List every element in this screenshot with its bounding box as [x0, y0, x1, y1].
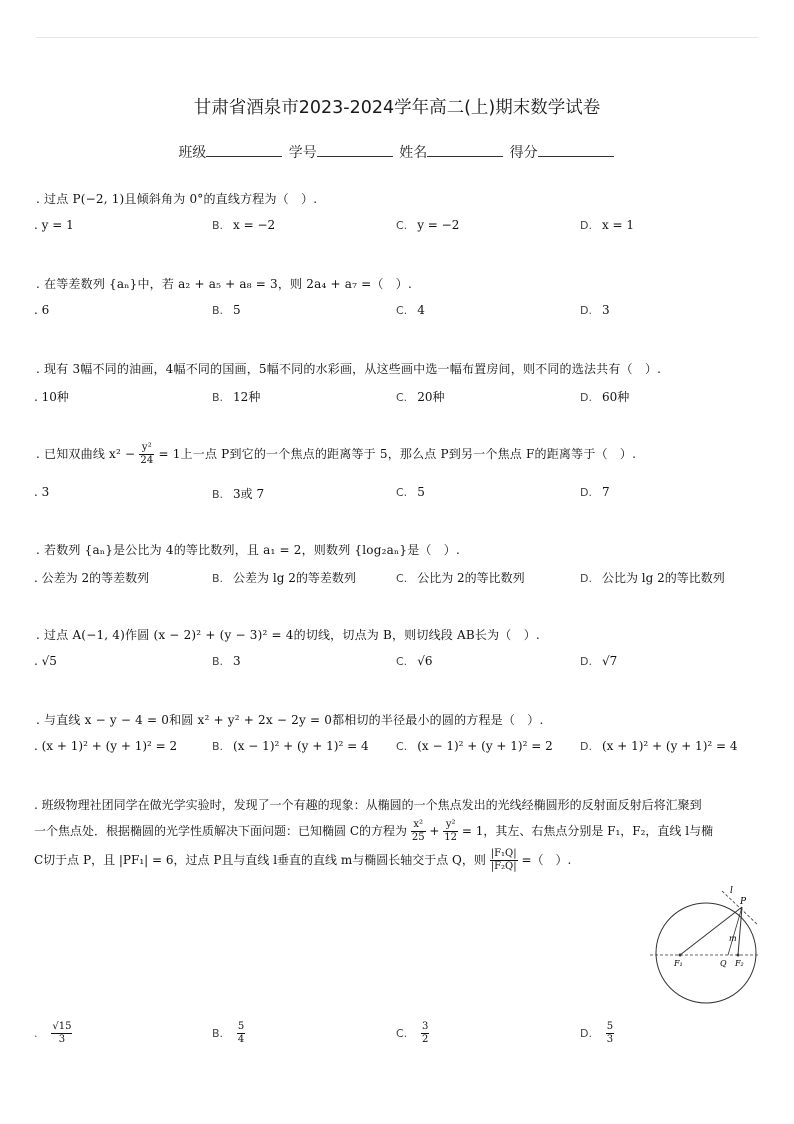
option-b[interactable]: B. 3或 7 [212, 487, 265, 501]
option-b[interactable]: B. 5 [212, 303, 241, 317]
option-c[interactable]: C. $\frac{3}{2}$ [396, 1021, 429, 1045]
field-label-score: 得分 [509, 145, 538, 161]
option-d[interactable]: D. (x + 1)² + (y + 1)² = 4 [580, 739, 738, 753]
option-c[interactable]: C. √6 [396, 654, 433, 668]
label-m: m [729, 934, 737, 943]
blank-number[interactable] [317, 144, 393, 157]
top-divider [36, 37, 758, 38]
option-b[interactable]: B. $\frac{5}{4}$ [212, 1021, 245, 1045]
option-d[interactable]: D. $\frac{5}{3}$ [580, 1021, 614, 1045]
question-stem: . 与直线 x − y − 4 = 0和圆 x² + y² + 2x − 2y = 0都相切的半径最小的圆的方程是（ ）. [36, 713, 544, 727]
label-p: P [740, 897, 747, 907]
option-a[interactable]: . y = 1 [34, 218, 74, 232]
label-q: Q [720, 959, 727, 968]
question-6 [0, 626, 794, 676]
label-l: l [730, 886, 733, 896]
option-b[interactable]: B. 公差为 lg 2的等差数列 [212, 571, 356, 585]
blank-class[interactable] [206, 144, 282, 157]
focus-f1-point [679, 954, 682, 957]
option-a[interactable]: . 3 [34, 485, 50, 499]
blank-score[interactable] [538, 144, 614, 157]
option-a[interactable]: . √5 [34, 654, 57, 668]
fraction-f1q-f2q: $\frac{\text{|F₁Q|}}{\text{|F₂Q|}}$ [490, 848, 517, 872]
question-3 [0, 360, 794, 410]
question-stem: . 在等差数列 {aₙ}中，若 a₂ + a₅ + a₈ = 3，则 2a₄ + a₇ =（ ）. [36, 277, 413, 291]
option-d[interactable]: D. 公比为 lg 2的等比数列 [580, 571, 725, 585]
fraction-x2-25: $\frac{\text{x²}}{25}$ [411, 819, 425, 843]
label-f1: F₁ [674, 959, 683, 968]
blank-name[interactable] [427, 144, 503, 157]
question-stem: . 现有 3幅不同的油画，4幅不同的国画，5幅不同的水彩画，从这些画中选一幅布置房间，则不同的选法共有（ ）. [36, 362, 662, 376]
question-1 [0, 190, 794, 240]
option-c[interactable]: C. (x − 1)² + (y + 1)² = 2 [396, 739, 553, 753]
option-a[interactable]: . 6 [34, 303, 50, 317]
option-d[interactable]: D. 7 [580, 485, 610, 499]
field-label-number: 学号 [288, 145, 317, 161]
question-stem: . 过点 P(−2, 1)且倾斜角为 0°的直线方程为（ ）. [36, 192, 318, 206]
fraction: $\frac{\text{y²}}{24}$ [140, 442, 154, 466]
ray-f1-p [680, 907, 742, 955]
option-d[interactable]: D. x = 1 [580, 218, 635, 232]
option-c[interactable]: C. 公比为 2的等比数列 [396, 571, 525, 585]
option-a[interactable]: . (x + 1)² + (y + 1)² = 2 [34, 739, 178, 753]
question-4 [0, 442, 794, 504]
option-a[interactable]: . $\frac{√15}{3}$ [34, 1021, 72, 1045]
label-f2: F₂ [735, 959, 744, 968]
field-label-name: 姓名 [399, 145, 428, 161]
question-2 [0, 275, 794, 325]
option-d[interactable]: D. √7 [580, 654, 618, 668]
question-7 [0, 711, 794, 761]
option-b[interactable]: B. x = −2 [212, 218, 276, 232]
question-stem: . 过点 A(−1, 4)作圆 (x − 2)² + (y − 3)² = 4的切线，切点为 B，则切线段 AB长为（ ）. [36, 628, 540, 642]
question-5 [0, 541, 794, 591]
fraction-y2-12: $\frac{\text{y²}}{12}$ [444, 819, 458, 843]
option-b[interactable]: B. 3 [212, 654, 241, 668]
ellipse-diagram [650, 885, 760, 1010]
question-stem: . 若数列 {aₙ}是公比为 4的等比数列，且 a₁ = 2，则数列 {log₂aₙ}是（ ）. [36, 543, 461, 557]
field-label-class: 班级 [178, 145, 207, 161]
question-stem: . 已知双曲线 x² − $\frac{\text{y²}}{24}$ = 1上一点 P到它的一个焦点的距离等于 5，那么点 P到另一个焦点 F的距离等于（ ）. [36, 442, 637, 466]
page-title: 甘肃省酒泉市2023-2024学年高二(上)期末数学试卷 [193, 98, 601, 118]
option-b[interactable]: B. 12种 [212, 390, 261, 404]
option-a[interactable]: . 10种 [34, 390, 69, 404]
question-stem-line-2: 一个焦点处．根据椭圆的光学性质解决下面问题：已知椭圆 C的方程为 $\frac{\text{x²}}{25}$ + $\frac{\text{y²}}{12}$ = 1，其左、右焦点分别是 F₁，F₂，直线 l与椭 [34, 819, 714, 843]
option-a[interactable]: . 公差为 2的等差数列 [34, 571, 150, 585]
option-c[interactable]: C. 5 [396, 485, 425, 499]
question-stem-line-1: . 班级物理社团同学在做光学实验时，发现了一个有趣的现象：从椭圆的一个焦点发出的光线经椭圆形的反射面反射后将汇聚到 [34, 798, 702, 812]
option-b[interactable]: B. (x − 1)² + (y + 1)² = 4 [212, 739, 369, 753]
option-c[interactable]: C. y = −2 [396, 218, 460, 232]
focus-f2-point [737, 954, 740, 957]
option-d[interactable]: D. 60种 [580, 390, 630, 404]
student-info-line [0, 142, 794, 162]
option-c[interactable]: C. 4 [396, 303, 425, 317]
option-d[interactable]: D. 3 [580, 303, 610, 317]
option-c[interactable]: C. 20种 [396, 390, 445, 404]
question-stem-line-3: C切于点 P，且 |PF₁| = 6，过点 P且与直线 l垂直的直线 m与椭圆长轴交于点 Q，则 $\frac{\text{|F₁Q|}}{\text{|F₂Q|}}$ =（ ）. [34, 848, 572, 872]
